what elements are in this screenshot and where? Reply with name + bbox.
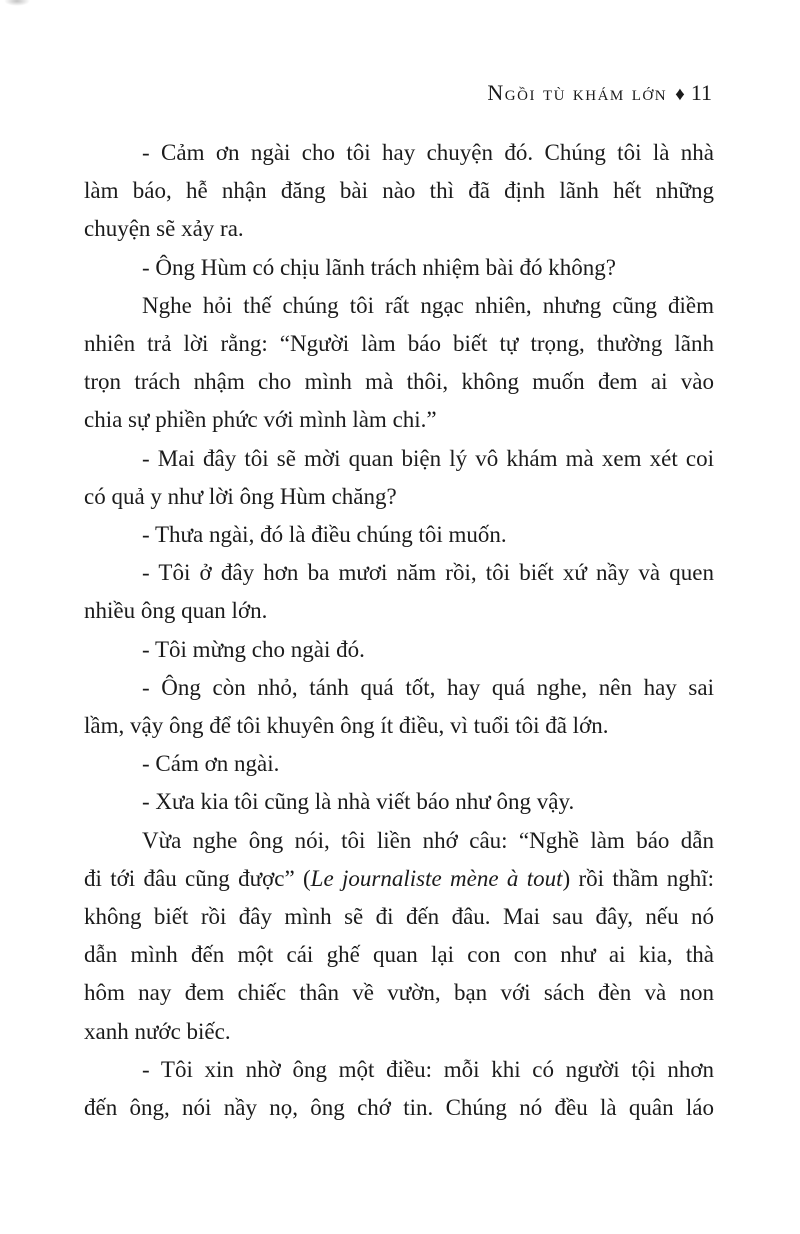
text-line [84,669,714,707]
body-text: trọn trách nhậm cho mình mà thôi, không muốn đem ai vào [84,369,714,395]
text-line [84,172,714,210]
text-line [84,783,714,821]
body-text: nhiều ông quan lớn. [84,598,268,624]
paragraph [84,669,714,745]
body-text: nhiên trả lời rằng: “Người làm báo biết tự trọng, thường lãnh [84,331,714,357]
body-text: - Ông còn nhỏ, tánh quá tốt, hay quá nghe, nên hay sai [142,674,714,700]
italic-text: Le journaliste mène à tout [310,865,563,891]
body-text: - Cám ơn ngài. [142,751,280,777]
text-line [84,554,714,592]
scan-smudge [4,0,30,6]
text-line [84,936,714,974]
text-line [84,516,714,554]
body-text: chia sự phiền phức với mình làm chi.” [84,407,437,433]
body-text: - Xưa kia tôi cũng là nhà viết báo như ông vậy. [142,789,575,815]
text-line [84,1013,714,1051]
paragraph [84,249,714,287]
text-line [84,898,714,936]
body-text: làm báo, hễ nhận đăng bài nào thì đã định lãnh hết những [84,178,714,204]
body-text: đi tới đâu cũng được” ( [84,865,311,891]
paragraph [84,134,714,249]
page-number: 11 [690,80,712,105]
diamond-separator-icon: ♦ [675,84,685,105]
text-line [84,974,714,1012]
text-line [84,860,714,898]
text-line [84,1051,714,1089]
text-line [84,249,714,287]
body-text: Vừa nghe ông nói, tôi liền nhớ câu: “Nghề làm báo dẫn [142,827,714,853]
text-line [84,707,714,745]
body-text: chuyện sẽ xảy ra. [84,216,244,242]
body-text: - Tôi ở đây hơn ba mươi năm rồi, tôi biết xứ nầy và quen [142,560,714,586]
body-text: không biết rồi đây mình sẽ đi đến đâu. Mai sau đây, nếu nó [84,904,714,930]
body-text: - Cảm ơn ngài cho tôi hay chuyện đó. Chúng tôi là nhà [142,140,714,165]
text-line [84,1089,714,1127]
body-text: - Tôi mừng cho ngài đó. [142,636,365,662]
text-line [84,745,714,783]
text-line [84,440,714,478]
paragraph [84,516,714,554]
body-text: hôm nay đem chiếc thân về vườn, bạn với sách đèn và non [84,980,714,1006]
running-header [84,80,712,106]
paragraph [84,822,714,1051]
text-line [84,363,714,401]
text-line [84,592,714,630]
paragraph [84,440,714,516]
chapter-title: Ngồi tù khám lớn [487,80,668,105]
body-text: ) rồi thầm nghĩ: [562,865,714,891]
body-text: có quả y như lời ông Hùm chăng? [84,483,397,509]
body-text: - Tôi xin nhờ ông một điều: mỗi khi có người tội nhơn [142,1056,714,1082]
body-text: dẫn mình đến một cái ghế quan lại con con như ai kia, thà [84,942,714,968]
page-body [84,134,714,1127]
text-line [84,822,714,860]
body-text: - Ông Hùm có chịu lãnh trách nhiệm bài đó không? [142,254,616,280]
text-line [84,631,714,669]
body-text: - Thưa ngài, đó là điều chúng tôi muốn. [142,522,507,548]
body-text: lầm, vậy ông để tôi khuyên ông ít điều, vì tuổi tôi đã lớn. [84,713,609,739]
paragraph [84,287,714,440]
body-text: Nghe hỏi thế chúng tôi rất ngạc nhiên, nhưng cũng điềm [142,292,714,318]
text-line [84,287,714,325]
body-text: xanh nước biếc. [84,1018,231,1044]
text-line [84,134,714,172]
paragraph [84,554,714,630]
paragraph [84,1051,714,1127]
text-line [84,210,714,248]
paragraph [84,783,714,821]
text-line [84,478,714,516]
body-text: - Mai đây tôi sẽ mời quan biện lý vô khám mà xem xét coi [142,445,714,471]
text-line [84,401,714,439]
paragraph [84,745,714,783]
body-text: đến ông, nói nầy nọ, ông chớ tin. Chúng nó đều là quân láo [84,1095,714,1121]
paragraph [84,631,714,669]
text-line [84,325,714,363]
